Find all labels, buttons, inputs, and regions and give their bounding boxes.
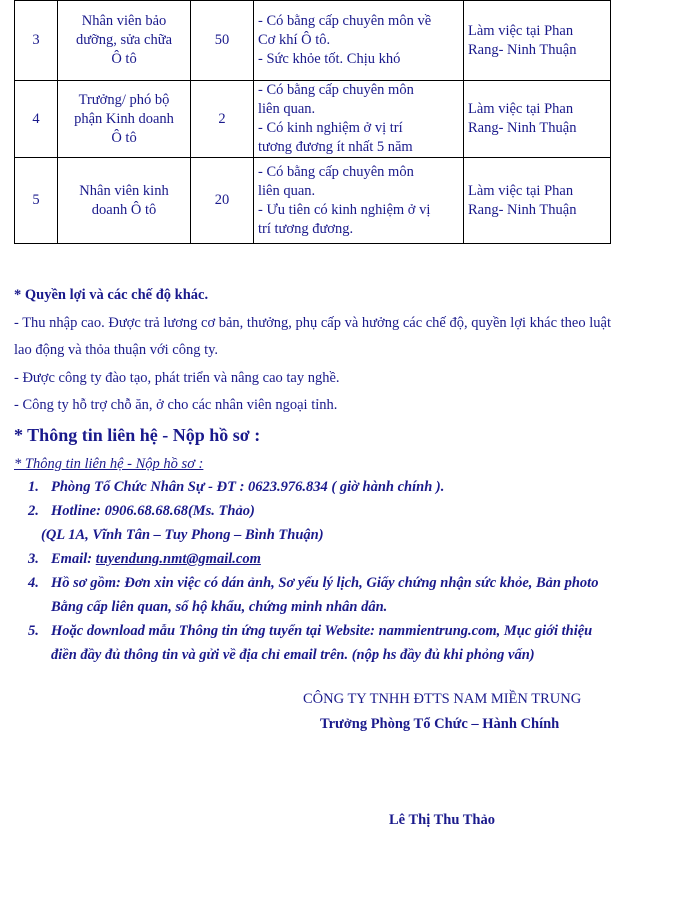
email-link[interactable]: tuyendung.nmt@gmail.com xyxy=(95,551,261,567)
table-row xyxy=(15,81,611,158)
list-item: 2. Hotline: 0906.68.68.68(Ms. Thảo) xyxy=(28,503,255,519)
workplace-cell: Làm việc tại Phan Rang- Ninh Thuận xyxy=(464,1,611,81)
list-item: 3. Email: tuyendung.nmt@gmail.com xyxy=(28,551,261,567)
address: (QL 1A, Vĩnh Tân – Tuy Phong – Bình Thuận) xyxy=(41,527,324,543)
requirements-cell: - Có bằng cấp chuyên môn liên quan. - Có kinh nghiệm ở vị trí tương đương ít nhất 5 năm xyxy=(254,81,464,158)
list-item: 1. Phòng Tổ Chức Nhân Sự - ĐT : 0623.976.834 ( giờ hành chính ). xyxy=(28,479,445,495)
benefits-heading: * Quyền lợi và các chế độ khác. xyxy=(14,287,209,303)
workplace-cell: Làm việc tại Phan Rang- Ninh Thuận xyxy=(464,158,611,244)
contact-list xyxy=(14,475,598,667)
signer-name: Lê Thị Thu Thảo xyxy=(389,812,495,828)
contact-subheading: * Thông tin liên hệ - Nộp hồ sơ : xyxy=(14,456,204,472)
position-cell: Nhân viên kinh doanh Ô tô xyxy=(58,158,191,244)
recruitment-table xyxy=(14,0,611,244)
workplace-cell: Làm việc tại Phan Rang- Ninh Thuận xyxy=(464,81,611,158)
quantity-cell: 20 xyxy=(191,158,254,244)
benefits-line: - Thu nhập cao. Được trả lương cơ bản, thưởng, phụ cấp và hưởng các chế độ, quyền lợi khác theo luật xyxy=(14,315,611,331)
benefits-line: - Được công ty đào tạo, phát triển và nâng cao tay nghề. xyxy=(14,370,340,386)
benefits-line: lao động và thỏa thuận với công ty. xyxy=(14,342,219,358)
row-number: 4 xyxy=(15,81,58,158)
signer-title: Trưởng Phòng Tổ Chức – Hành Chính xyxy=(320,716,560,732)
quantity-cell: 2 xyxy=(191,81,254,158)
position-cell: Trưởng/ phó bộ phận Kinh doanh Ô tô xyxy=(58,81,191,158)
table-row xyxy=(15,1,611,81)
company-name: CÔNG TY TNHH ĐTTS NAM MIỀN TRUNG xyxy=(303,691,582,707)
row-number: 3 xyxy=(15,1,58,81)
quantity-cell: 50 xyxy=(191,1,254,81)
position-cell: Nhân viên bảo dưỡng, sửa chữa Ô tô xyxy=(58,1,191,81)
list-item: 4. Hồ sơ gồm: Đơn xin việc có dán ảnh, Sơ yếu lý lịch, Giấy chứng nhận sức khỏe, Bản photo Bằng cấp liên quan, sổ hộ khẩu, chứng minh nhân dân. xyxy=(28,575,599,615)
benefits-line: - Công ty hỗ trợ chỗ ăn, ở cho các nhân viên ngoại tỉnh. xyxy=(14,397,338,413)
contact-heading: * Thông tin liên hệ - Nộp hồ sơ : xyxy=(14,425,261,445)
row-number: 5 xyxy=(15,158,58,244)
list-item: 5. Hoặc download mẫu Thông tin ứng tuyển tại Website: nammientrung.com, Mục giới thiệu điền đầy đủ thông tin và gửi về địa chỉ email trên. (nộp hs đầy đủ khi phỏng vấn) xyxy=(28,623,593,663)
hotline: Hotline: 0906.68.68.68(Ms. Thảo) xyxy=(51,503,255,519)
hr-phone: Phòng Tổ Chức Nhân Sự - ĐT : 0623.976.834 ( giờ hành chính ). xyxy=(51,479,445,495)
table-row xyxy=(15,158,611,244)
requirements-cell: - Có bằng cấp chuyên môn về Cơ khí Ô tô. - Sức khỏe tốt. Chịu khó xyxy=(254,1,464,81)
requirements-cell: - Có bằng cấp chuyên môn liên quan. - Ưu tiên có kinh nghiệm ở vị trí tương đương. xyxy=(254,158,464,244)
